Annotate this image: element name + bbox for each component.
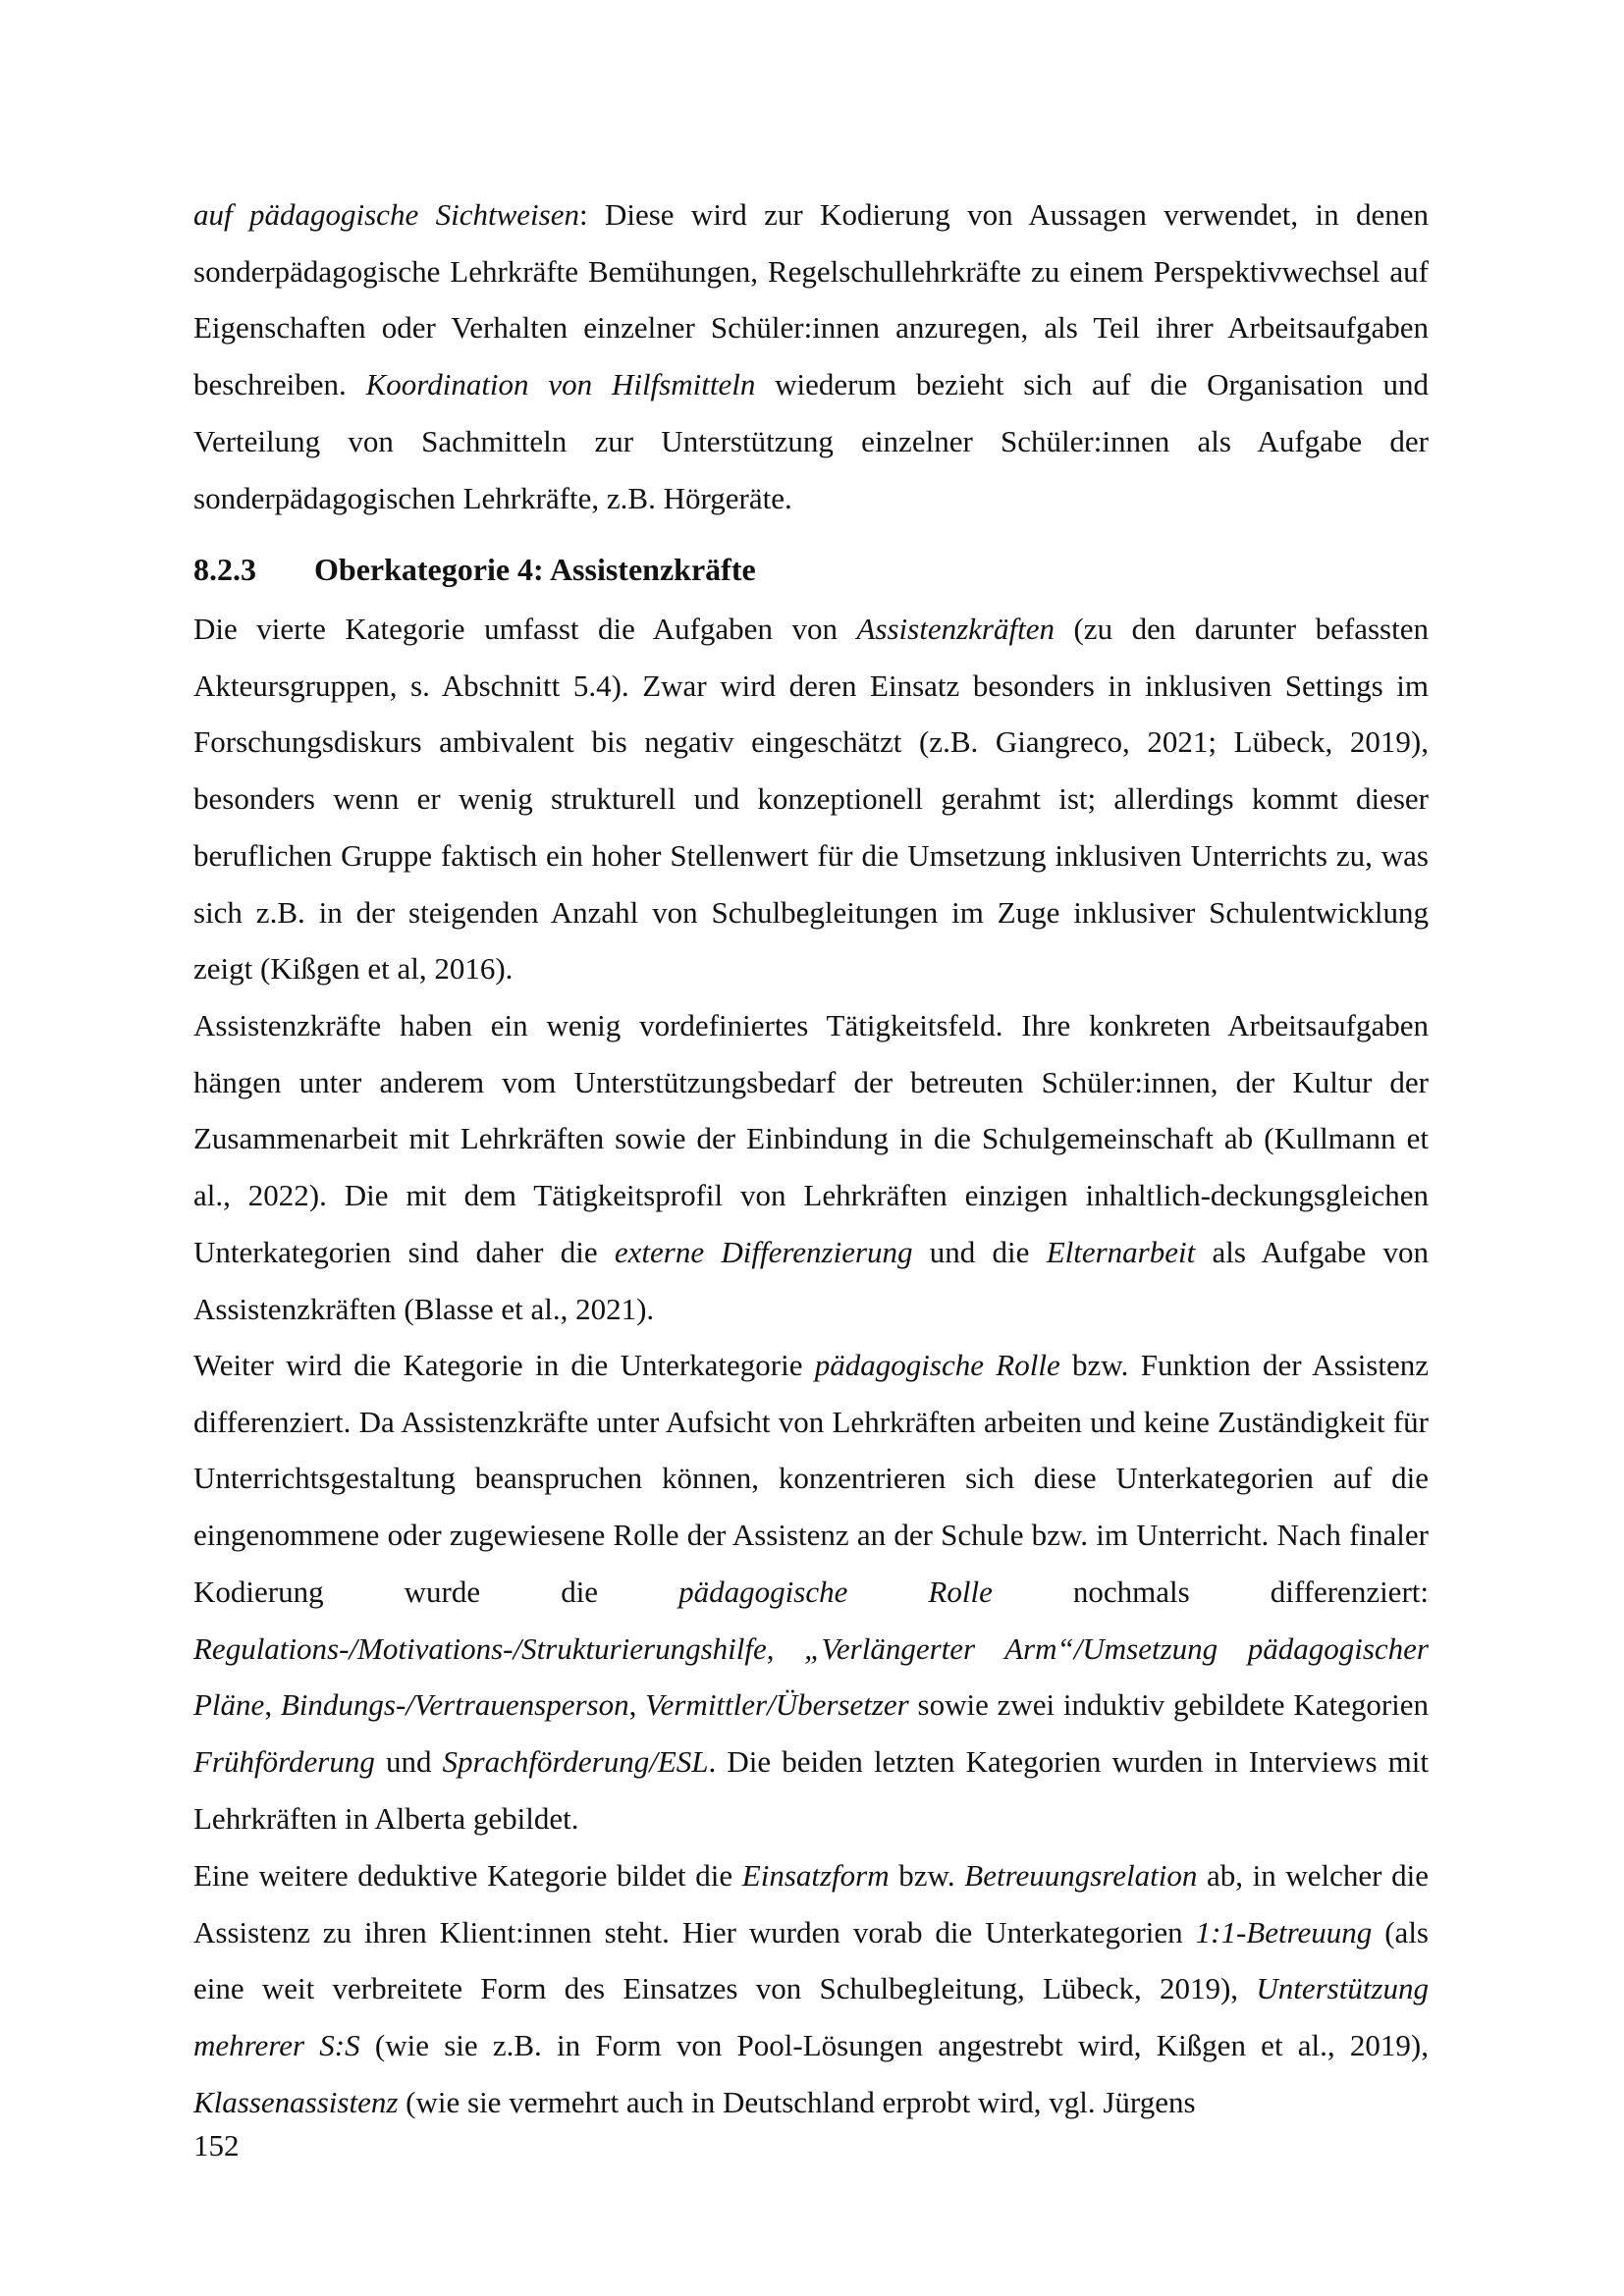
section-title: Oberkategorie 4: Assistenzkräfte [314,552,756,587]
paragraph-1: auf pädagogische Sichtweisen: Diese wird zur Kodierung von Aussagen verwendet, in denen sonderpädagogische Lehrkräfte Bemühungen, Regelschullehrkräfte zu einem Perspektivwechsel auf Eigenschaften oder Verhalten einzelner Schüler:innen anzuregen, als Teil ihrer Arbeitsaufgaben beschreiben. Koordination von Hilfsmitteln wiederum bezieht sich auf die Organisation und Verteilung von Sachmitteln zur Unterstützung einzelner Schüler:innen als Aufgabe der sonderpädagogischen Lehrkräfte, z.B. Hörgeräte. [193,197,1429,515]
term-koordination-von-hilfsmitteln: Koordination von Hilfsmitteln [365,367,756,402]
term-sprachfoerderung: Sprachförderung/ESL [442,1743,709,1779]
term-bindungsperson: Bindungs-/Vertrauensperson [280,1687,629,1723]
term-regulationshilfe: Regulations-/Motivations-/Strukturierungshilfe [193,1630,767,1666]
section-number: 8.2.3 [193,552,256,587]
paragraph-3: Assistenzkräfte haben ein wenig vordefiniertes Tätigkeitsfeld. Ihre konkreten Arbeitsaufgaben hängen unter anderem vom Unterstützungsbedarf der betreuten Schüler:innen, der Kultur der Zusammenarbeit mit Lehrkräften sowie der Einbindung in die Schulgemeinschaft ab (Kullmann et al., 2022). Die mit dem Tätigkeitsprofil von Lehrkräften einzigen inhaltlich-deckungsgleichen Unterkategorien sind daher die externe Differenzierung und die Elternarbeit als Aufgabe von Assistenzkräften (Blasse et al., 2021). [193,1008,1429,1326]
paragraph-5: Eine weitere deduktive Kategorie bildet die Einsatzform bzw. Betreuungsrelation ab, in welcher die Assistenz zu ihren Klient:innen steht. Hier wurden vorab die Unterkategorien 1:1-Betreuung (als eine weit verbreitete Form des Einsatzes von Schulbegleitung, Lübeck, 2019), Unterstützung mehrerer S:S (wie sie z.B. in Form von Pool-Lösungen angestrebt wird, Kißgen et al., 2019), Klassenassistenz (wie sie vermehrt auch in Deutschland erprobt wird, vgl. Jürgens [193,1858,1429,2119]
section-heading [193,542,756,598]
term-assistenzkraeften: Assistenzkräften [856,612,1055,646]
page-number: 152 [193,2128,240,2163]
paragraph-2: Die vierte Kategorie umfasst die Aufgaben von Assistenzkräften (zu den darunter befassten Akteursgruppen, s. Abschnitt 5.4). Zwar wird deren Einsatz besonders in inklusiven Settings im Forschungsdiskurs ambivalent bis negativ eingeschätzt (z.B. Giangreco, 2021; Lübeck, 2019), besonders wenn er wenig strukturell und konzeptionell gerahmt ist; allerdings kommt dieser beruflichen Gruppe faktisch ein hoher Stellenwert für die Umsetzung inklusiven Unterrichts zu, was sich z.B. in der steigenden Anzahl von Schulbegleitungen im Zuge inklusiver Schulentwicklung zeigt (Kißgen et al, 2016). [193,612,1429,987]
term-paedagogische-rolle-2: pädagogische Rolle [678,1574,993,1609]
term-vermittler: Vermittler/Übersetzer [645,1687,909,1723]
term-elternarbeit: Elternarbeit [1046,1234,1196,1269]
term-klassenassistenz: Klassenassistenz [193,2084,399,2119]
term-1-1-betreuung: 1:1-Betreuung [1195,1914,1373,1949]
term-paedagogische-rolle: pädagogische Rolle [814,1348,1060,1382]
term-betreuungsrelation: Betreuungsrelation [964,1858,1198,1893]
paragraph-4: Weiter wird die Kategorie in die Unterkategorie pädagogische Rolle bzw. Funktion der Assistenz differenziert. Da Assistenzkräfte unter Aufsicht von Lehrkräften arbeiten und keine Zuständigkeit für Unterrichtsgestaltung beanspruchen können, konzentrieren sich diese Unterkategorien auf die eingenommene oder zugewiesene Rolle der Assistenz an der Schule bzw. im Unterricht. Nach finaler Kodierung wurde die pädagogische Rolle nochmals differenziert: Regulations-/Motivations-/Strukturierungshilfe, „Verlängerter Arm“/Umsetzung pädagogischer Pläne, Bindungs-/Vertrauensperson, Vermittler/Übersetzer sowie zwei induktiv gebildete Kategorien Frühförderung und Sprachförderung/ESL. Die beiden letzten Kategorien wurden in Interviews mit Lehrkräften in Alberta gebildet. [193,1348,1430,1836]
term-externe-differenzierung: externe Differenzierung [614,1234,913,1269]
term-unterstuetzung-mehrerer: Unterstützung mehrerer S:S [193,1971,1429,2063]
term-einsatzform: Einsatzform [741,1858,890,1893]
term-paedagogische-sichtweisen: auf pädagogische Sichtweisen [193,197,579,232]
term-verlaengerter-arm: „Verlängerter Arm“/Umsetzung pädagogischer Pläne [193,1630,1429,1723]
term-fruehfoerderung: Frühförderung [193,1743,375,1779]
